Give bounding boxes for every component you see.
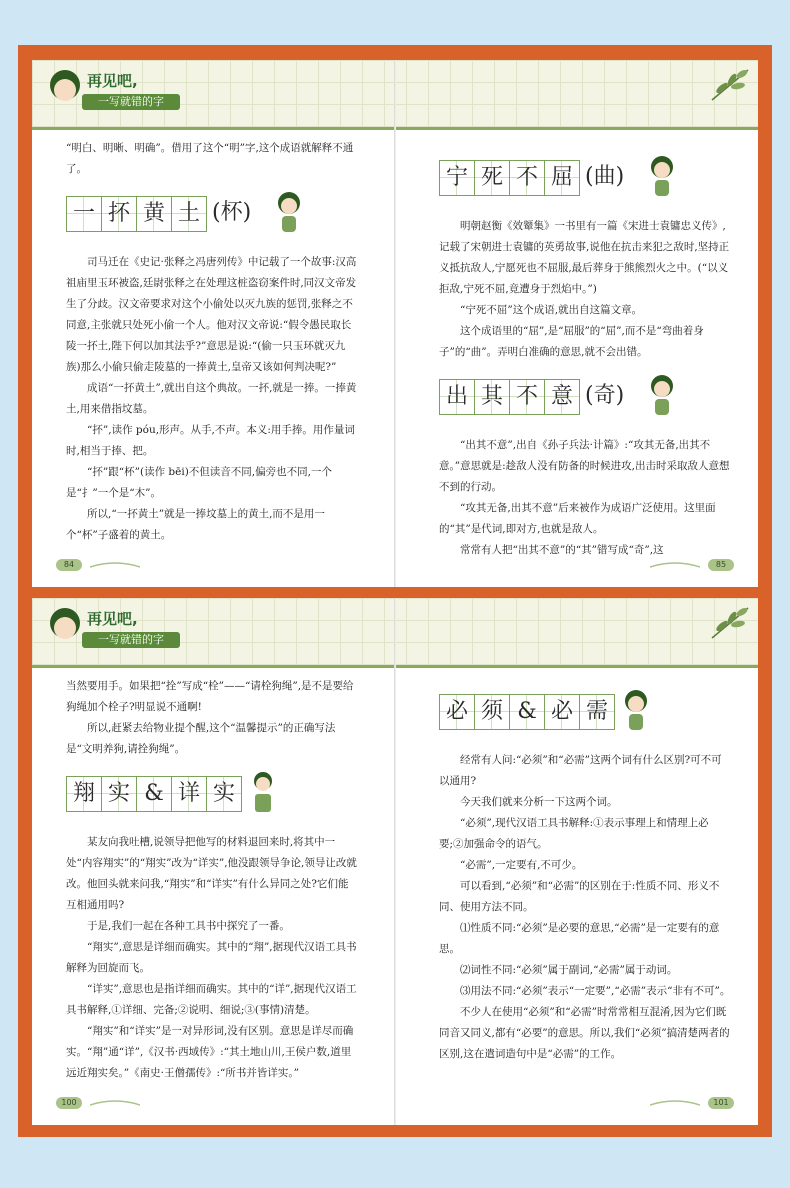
- entry-heading: [439, 150, 731, 206]
- grid-char: 宁: [440, 161, 475, 195]
- intro-paragraph: 所以,赶紧去给物业提个醒,这个“温馨提示”的正确写法是“文明养狗,请拴狗绳”。: [66, 722, 336, 755]
- girl-icon: [276, 190, 302, 236]
- footer-ornament-icon: [650, 1097, 700, 1107]
- wrong-char-note: (曲): [585, 164, 625, 189]
- grid-char: 死: [475, 161, 510, 195]
- wrong-char: 曲: [593, 164, 616, 189]
- grid-char: 黄: [137, 197, 172, 231]
- body-paragraph: 成语“一抔黄土”,就出自这个典故。一抔,就是一捧。一捧黄土,用来借指坟墓。: [66, 382, 357, 415]
- grid-char: 出: [440, 380, 475, 414]
- entry-heading: [66, 766, 358, 822]
- grid-char: 土: [172, 197, 206, 231]
- body-paragraph: “出其不意”,出自《孙子兵法·计篇》:“攻其无备,出其不意。”意思就是:趁敌人没有防备的时候进攻,出击时采取敌人意想不到的行动。: [439, 439, 730, 493]
- character-grid: [439, 160, 580, 196]
- footer-ornament-icon: [90, 1097, 140, 1107]
- mascot-face-icon: [54, 79, 76, 101]
- body-paragraph: “攻其无备,出其不意”后来被作为成语广泛使用。这里面的“其”是代词,即对方,也就是敌人。: [439, 502, 716, 535]
- body-paragraph: “翔实”,意思是详细而确实。其中的“翔”,据现代汉语工具书解释为回旋而飞。: [66, 941, 357, 974]
- footer-ornament-icon: [90, 559, 140, 569]
- girl-icon: [649, 154, 675, 200]
- body-paragraph: ⑴性质不同:“必须”是必要的意思,“必需”是一定要有的意思。: [439, 922, 720, 955]
- body-paragraph: “宁死不屈”这个成语,就出自这篇文章。: [460, 304, 643, 316]
- grid-char: 翔: [67, 777, 102, 811]
- girl-reading-icon: [250, 770, 276, 816]
- book-frame: [18, 45, 772, 1137]
- body-paragraph: 于是,我们一起在各种工具书中探究了一番。: [87, 920, 290, 932]
- grid-char: 不: [510, 380, 545, 414]
- body-paragraph: ⑵词性不同:“必须”属于副词,“必需”属于动词。: [460, 964, 678, 976]
- grid-char: 必: [440, 695, 475, 729]
- body-paragraph: ⑶用法不同:“必须”表示“一定要”,“必需”表示“非有不可”。: [460, 985, 731, 997]
- grid-char: 实: [207, 777, 241, 811]
- girl-icon: [623, 688, 649, 734]
- entry-heading: [439, 369, 731, 425]
- character-grid: [439, 694, 615, 730]
- grid-char: 必: [545, 695, 580, 729]
- book-spread-top: [32, 60, 758, 587]
- body-paragraph: “抔”,读作 póu,形声。从手,不声。本义:用手捧。用作量词时,相当于捧、把。: [66, 424, 355, 457]
- grid-char: &: [510, 695, 545, 729]
- grid-char: 屈: [545, 161, 579, 195]
- entry-heading: [439, 684, 731, 740]
- grid-char: 需: [580, 695, 614, 729]
- girl-icon: [649, 373, 675, 419]
- body-paragraph: 司马迁在《史记·张释之冯唐列传》中记载了一个故事:汉高祖庙里玉环被盗,廷尉张释之在处理这桩盗窃案件时,同汉文帝发生了分歧。汉文帝要求对这个小偷处以灭九族的惩罚,张释之不同意,主张就只处死小偷一个人。他对汉文帝说:“假令愚民取长陵一抔土,陛下何以加其法乎?”意思是说:“(偷一只玉环就灭九族)那么小偷只偷走陵墓的一捧黄土,皇帝又该如何判决呢?”: [66, 256, 357, 373]
- wrong-char: 杯: [220, 200, 243, 225]
- character-grid: [66, 776, 242, 812]
- body-paragraph: “详实”,意思也是指详细而确实。其中的“详”,据现代汉语工具书解释,①详细、完备;②说明、细说;③(事情)清楚。: [66, 983, 357, 1016]
- grid-char: 详: [172, 777, 207, 811]
- right-page-content: [439, 678, 731, 1065]
- left-page-content: [66, 676, 358, 1084]
- series-title: 再见吧,: [87, 610, 138, 628]
- right-page-content: [439, 144, 731, 561]
- body-paragraph: 今天我们就来分析一下这两个词。: [460, 796, 618, 808]
- grid-char: 意: [545, 380, 579, 414]
- wrong-char-note: (奇): [585, 383, 625, 408]
- grid-char: 一: [67, 197, 102, 231]
- wrong-char-note: (杯): [212, 200, 252, 225]
- body-paragraph: “必须”,现代汉语工具书解释:①表示事理上和情理上必要;②加强命令的语气。: [439, 817, 709, 850]
- grid-char: 不: [510, 161, 545, 195]
- character-grid: [66, 196, 207, 232]
- mascot-face-icon: [54, 617, 76, 639]
- entry-heading: [66, 186, 358, 242]
- grid-char: 抔: [102, 197, 137, 231]
- body-paragraph: 不少人在使用“必须”和“必需”时常常相互混淆,因为它们既同音又同义,都有“必要”的意思。所以,我们“必须”搞清楚两者的区别,这在遣词造句中是“必需”的工作。: [439, 1006, 730, 1060]
- body-paragraph: “抔”跟“杯”(读作 bēi)不但读音不同,偏旁也不同,一个是“扌”一个是“木”。: [66, 466, 332, 499]
- body-paragraph: “翔实”和“详实”是一对异形词,没有区别。意思是详尽而确实。“翔”通“详”,《汉书·西域传》:“其土地山川,王侯户数,道里远近翔实矣。”《南史·王僧孺传》:“所书并皆详实。”: [66, 1025, 354, 1079]
- grid-char: &: [137, 777, 172, 811]
- wrong-char: 奇: [593, 383, 616, 408]
- page-number: 101: [708, 1097, 734, 1109]
- intro-paragraph: 当然要用手。如果把“拴”写成“栓”——“请栓狗绳”,是不是要给狗绳加个栓子?明显说不通啊!: [66, 680, 354, 713]
- body-paragraph: 常常有人把“出其不意”的“其”错写成“奇”,这: [460, 544, 664, 556]
- series-title: 再见吧,: [87, 72, 138, 90]
- leaf-icon: [708, 66, 752, 102]
- page-fold: [394, 598, 396, 1125]
- page-number: 84: [56, 559, 82, 571]
- series-subtitle: 一写就错的字: [82, 94, 180, 110]
- grid-char: 实: [102, 777, 137, 811]
- body-paragraph: 经常有人问:“必须”和“必需”这两个词有什么区别?可不可以通用?: [439, 754, 722, 787]
- footer-ornament-icon: [650, 559, 700, 569]
- series-subtitle: 一写就错的字: [82, 632, 180, 648]
- body-paragraph: 所以,“一抔黄土”就是一捧坟墓上的黄土,而不是用一个“杯”子盛着的黄土。: [66, 508, 325, 541]
- intro-paragraph: “明白、明晰、明确”。借用了这个“明”字,这个成语就解释不通了。: [66, 142, 354, 175]
- body-paragraph: “必需”,一定要有,不可少。: [460, 859, 583, 871]
- grid-char: 须: [475, 695, 510, 729]
- body-paragraph: 明朝赵衡《效颦集》一书里有一篇《宋进士袁镛忠义传》,记载了宋朝进士袁镛的英勇故事,说他在抗击来犯之敌时,坚持正义抵抗敌人,宁愿死也不屈服,最后葬身于熊熊烈火之中。(“以义拒敌,宁死不屈,竟遭身于烈焰中。”): [439, 220, 730, 295]
- page-number: 100: [56, 1097, 82, 1109]
- character-grid: [439, 379, 580, 415]
- body-paragraph: 这个成语里的“屈”,是“屈服”的“屈”,而不是“弯曲着身子”的“曲”。弄明白准确的意思,就不会出错。: [439, 325, 704, 358]
- page-fold: [394, 60, 396, 587]
- left-page-content: [66, 138, 358, 546]
- body-paragraph: 可以看到,“必须”和“必需”的区别在于:性质不同、形义不同、使用方法不同。: [439, 880, 720, 913]
- leaf-icon: [708, 604, 752, 640]
- grid-char: 其: [475, 380, 510, 414]
- page-number: 85: [708, 559, 734, 571]
- book-spread-bottom: [32, 598, 758, 1125]
- body-paragraph: 某友向我吐槽,说领导把他写的材料退回来时,将其中一处“内容翔实”的“翔实”改为“详实”,他没跟领导争论,领导让改就改。他回头就来问我,“翔实”和“详实”有什么异同之处?它们能互相通用吗?: [66, 836, 357, 911]
